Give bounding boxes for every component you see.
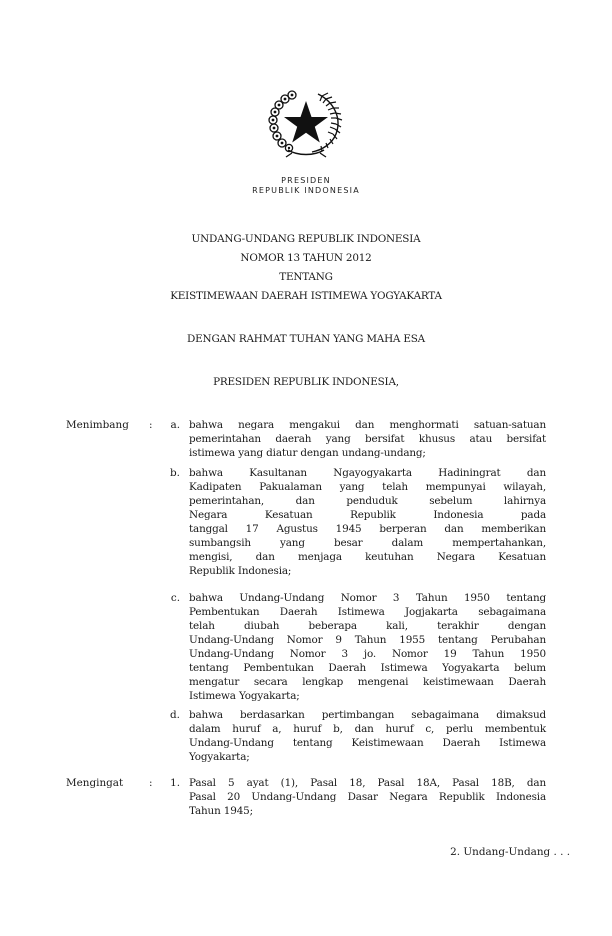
text-line: mengatur secara lengkap mengenai keistimewaan Daerah: [189, 676, 546, 688]
office-label-republik: REPUBLIK INDONESIA: [252, 186, 360, 195]
mengingat-marker-1: 1.: [170, 777, 180, 789]
text-line: bahwa negara mengakui dan menghormati satuan-satuan: [189, 419, 546, 431]
text-line: Istimewa Yogyakarta;: [189, 690, 300, 702]
invocation: DENGAN RAHMAT TUHAN YANG MAHA ESA: [187, 333, 425, 345]
text-line: tanggal 17 Agustus 1945 berperan dan memberikan: [189, 523, 546, 535]
text-line: Pasal 20 Undang-Undang Dasar Negara Republik Indonesia: [189, 791, 546, 803]
menimbang-item-c: [189, 591, 546, 703]
text-line: tentang Pembentukan Daerah Istimewa Yogyakarta belum: [189, 662, 546, 674]
text-line: Kadipaten Pakualaman yang telah mempunyai wilayah,: [189, 481, 546, 493]
menimbang-marker-c: c.: [170, 592, 180, 604]
text-line: Pasal 5 ayat (1), Pasal 18, Pasal 18A, Pasal 18B, dan: [189, 777, 546, 789]
text-line: pemerintahan, dan penduduk sebelum lahirnya: [189, 495, 546, 507]
text-line: pemerintahan daerah yang bersifat khusus atau bersifat: [189, 433, 546, 445]
text-line: Yogyakarta;: [189, 751, 250, 763]
text-line: Negara Kesatuan Republik Indonesia pada: [189, 509, 546, 521]
text-line: Tahun 1945;: [189, 805, 253, 817]
garuda-star-wreath-emblem-icon: [262, 86, 350, 158]
text-line: dalam huruf a, huruf b, dan huruf c, perlu membentuk: [189, 723, 546, 735]
text-line: telah diubah beberapa kali, terakhir dengan: [189, 620, 546, 632]
menimbang-marker-b: b.: [170, 467, 180, 479]
mengingat-item-1: [189, 776, 546, 818]
menimbang-marker-d: d.: [170, 709, 180, 721]
enactor: PRESIDEN REPUBLIK INDONESIA,: [213, 376, 399, 388]
text-line: bahwa Undang-Undang Nomor 3 Tahun 1950 tentang: [189, 592, 546, 604]
mengingat-label: Mengingat: [66, 777, 124, 789]
text-line: Undang-Undang Nomor 3 jo. Nomor 19 Tahun 1950: [189, 648, 546, 660]
law-subject: KEISTIMEWAAN DAERAH ISTIMEWA YOGYAKARTA: [170, 290, 442, 302]
menimbang-colon: :: [149, 419, 153, 431]
menimbang-item-d: [189, 708, 546, 764]
text-line: Undang-Undang tentang Keistimewaan Daerah Istimewa: [189, 737, 546, 749]
menimbang-item-b: [189, 466, 546, 578]
menimbang-item-a: [189, 418, 546, 460]
law-title: UNDANG-UNDANG REPUBLIK INDONESIA: [191, 233, 421, 245]
mengingat-colon: :: [149, 777, 153, 789]
text-line: mengisi, dan menjaga keutuhan Negara Kesatuan: [189, 551, 546, 563]
text-line: Pembentukan Daerah Istimewa Jogjakarta sebagaimana: [189, 606, 546, 618]
text-line: Undang-Undang Nomor 9 Tahun 1955 tentang Perubahan: [189, 634, 546, 646]
text-line: istimewa yang diatur dengan undang-undang;: [189, 447, 426, 459]
law-number: NOMOR 13 TAHUN 2012: [240, 252, 372, 264]
law-tentang: TENTANG: [279, 271, 333, 283]
menimbang-marker-a: a.: [170, 419, 180, 431]
text-line: Republik Indonesia;: [189, 565, 292, 577]
text-line: bahwa berdasarkan pertimbangan sebagaimana dimaksud: [189, 709, 546, 721]
page-continuation: 2. Undang-Undang . . .: [450, 846, 570, 858]
menimbang-label: Menimbang: [66, 419, 129, 431]
text-line: bahwa Kasultanan Ngayogyakarta Hadiningrat dan: [189, 467, 546, 479]
text-line: sumbangsih yang besar dalam mempertahankan,: [189, 537, 546, 549]
office-label-presiden: PRESIDEN: [281, 176, 331, 185]
